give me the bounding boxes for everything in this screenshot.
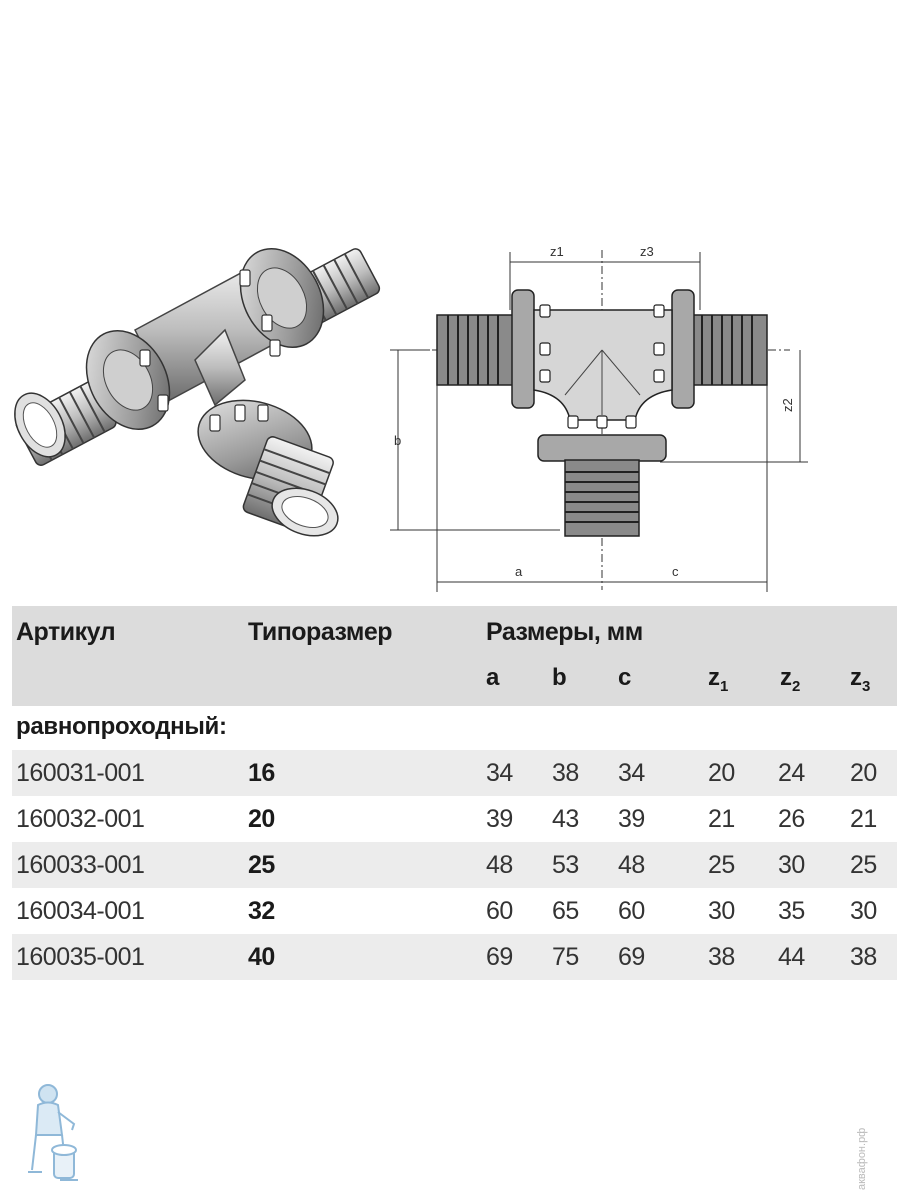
cell-size: 40	[248, 943, 275, 971]
table-row	[12, 796, 897, 842]
cell-b: 65	[552, 897, 579, 925]
subheader-z2: $z_2$	[780, 664, 801, 695]
cell-b: 38	[552, 759, 579, 787]
header-dimensions: Размеры, мм	[486, 618, 643, 646]
cell-a: 69	[486, 943, 513, 971]
subheader-z1: $z_1$	[708, 664, 729, 695]
cell-b: 43	[552, 805, 579, 833]
cell-b: 75	[552, 943, 579, 971]
dim-label-a: a	[515, 564, 523, 579]
header-article: Артикул	[16, 618, 116, 646]
group-label: равнопроходный:	[16, 713, 227, 740]
dimensions-table	[12, 606, 897, 980]
table-row	[12, 934, 897, 980]
dim-label-z1: z1	[550, 244, 564, 259]
cell-z3: 21	[850, 805, 877, 833]
subheader-c: c	[618, 664, 632, 691]
cell-b: 53	[552, 851, 579, 879]
dim-label-b-visible: b	[394, 433, 402, 448]
cell-article: 160031-001	[16, 759, 145, 787]
dim-label-c: c	[672, 564, 679, 579]
cell-size: 25	[248, 851, 275, 879]
dim-label-z2: z2	[780, 398, 795, 412]
cell-z1: 30	[708, 897, 735, 925]
subheader-b: b	[552, 664, 567, 691]
cell-a: 39	[486, 805, 513, 833]
cell-z1: 20	[708, 759, 735, 787]
cell-z1: 25	[708, 851, 735, 879]
subheader-z3: $z_3$	[850, 664, 871, 695]
cell-article: 160032-001	[16, 805, 145, 833]
cell-c: 60	[618, 897, 645, 925]
table-header	[12, 606, 897, 706]
cell-c: 34	[618, 759, 645, 787]
cell-a: 34	[486, 759, 513, 787]
cell-a: 48	[486, 851, 513, 879]
cell-z1: 21	[708, 805, 735, 833]
table-row	[12, 750, 897, 796]
cell-z3: 25	[850, 851, 877, 879]
table-row	[12, 888, 897, 934]
dim-label-z3: z3	[640, 244, 654, 259]
cell-size: 20	[248, 805, 275, 833]
cell-z3: 38	[850, 943, 877, 971]
cell-a: 60	[486, 897, 513, 925]
cell-size: 32	[248, 897, 275, 925]
cell-z2: 30	[778, 851, 805, 879]
cell-size: 16	[248, 759, 275, 787]
cell-z2: 44	[778, 943, 805, 971]
cell-article: 160035-001	[16, 943, 145, 971]
cell-z2: 26	[778, 805, 805, 833]
cell-c: 39	[618, 805, 645, 833]
tee-fitting-illustration	[0, 220, 420, 550]
group-label-row	[12, 706, 897, 750]
watermark: аквафон.рф	[856, 1127, 868, 1190]
cell-z1: 38	[708, 943, 735, 971]
header-size: Типоразмер	[248, 618, 393, 646]
tee-technical-drawing	[390, 230, 810, 600]
cell-c: 69	[618, 943, 645, 971]
table-row	[12, 842, 897, 888]
cell-c: 48	[618, 851, 645, 879]
cell-article: 160034-001	[16, 897, 145, 925]
plumber-mascot-logo	[22, 1080, 82, 1190]
cell-z2: 24	[778, 759, 805, 787]
cell-z3: 20	[850, 759, 877, 787]
subheader-a: a	[486, 664, 500, 691]
cell-z3: 30	[850, 897, 877, 925]
cell-z2: 35	[778, 897, 805, 925]
cell-article: 160033-001	[16, 851, 145, 879]
